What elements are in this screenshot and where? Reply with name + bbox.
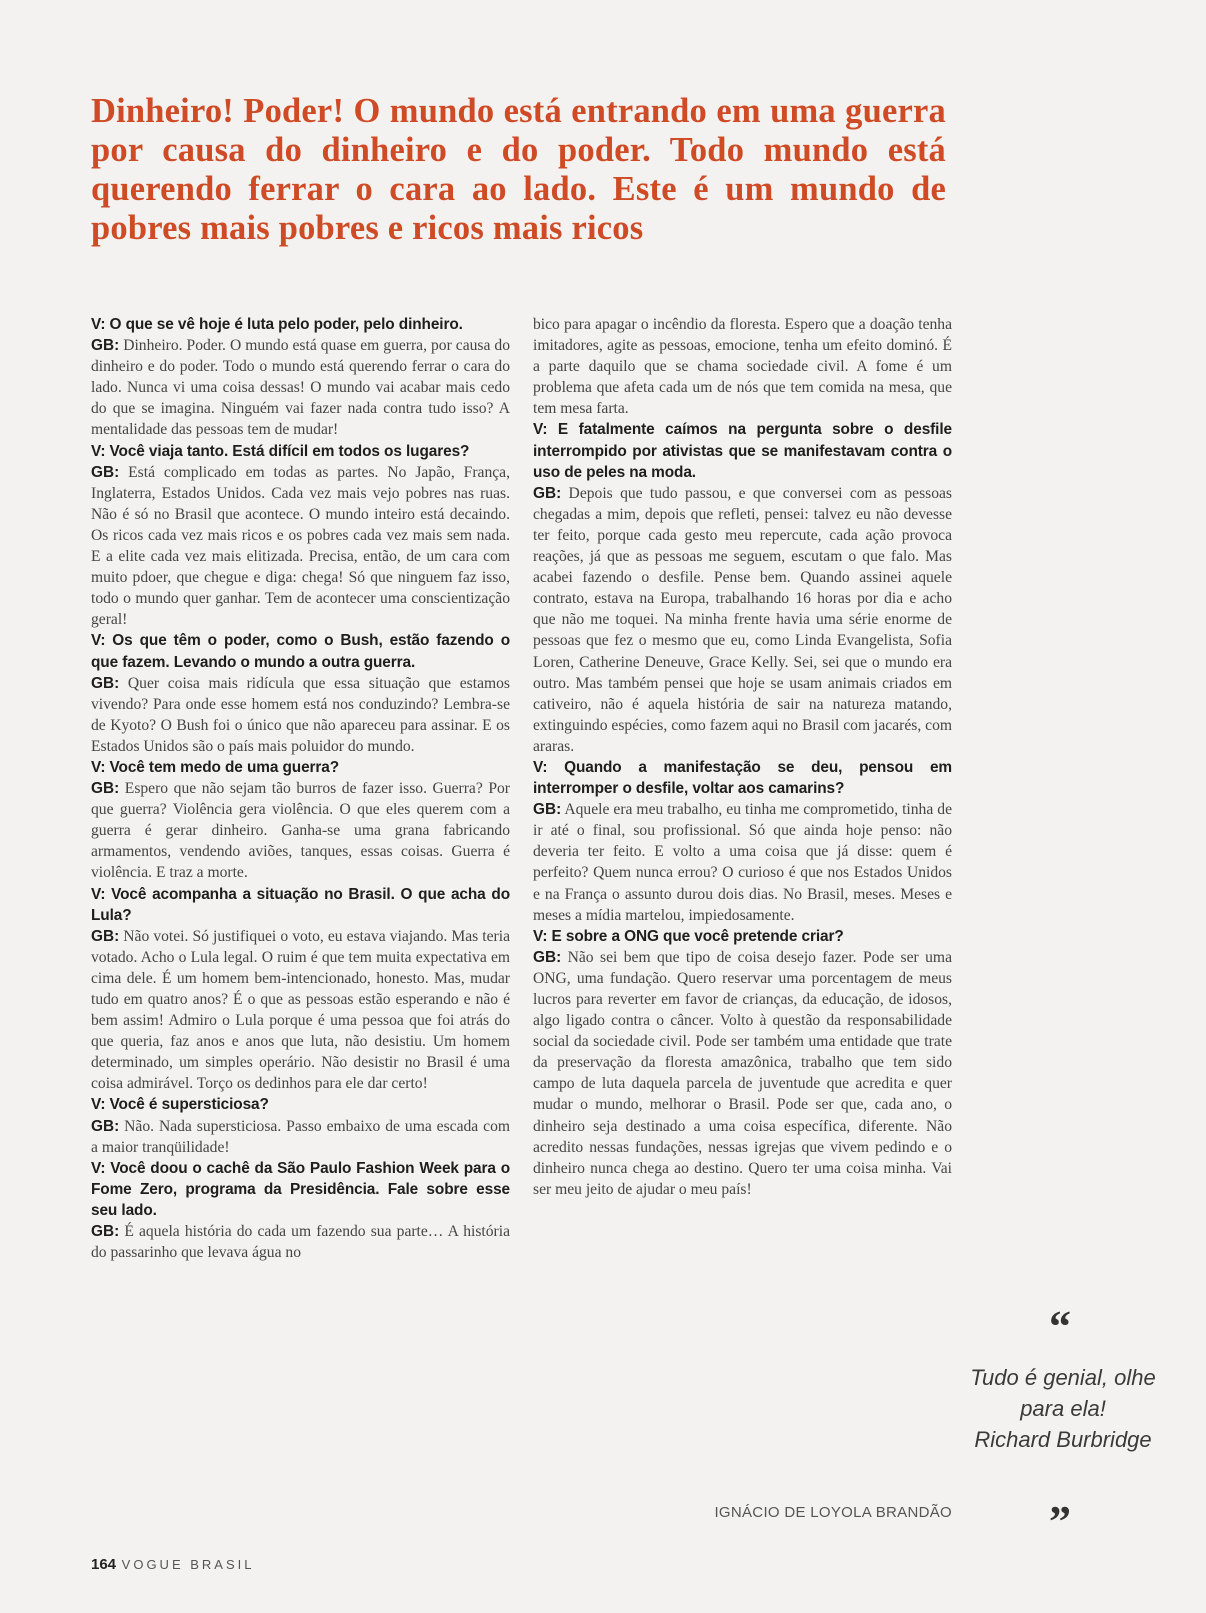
interview-answer <box>533 483 952 757</box>
answer-text: Aquele era meu trabalho, eu tinha me comprometido, tinha de ir até o final, sou profissional. Só que ainda hoje penso: não deveria ter feito. E volto a uma coisa que já disse: quem é perfeito? Quem nunca errou? O curioso é que nos Estados Unidos e na França o assunto durou dois dias. No Brasil, meses. Meses e meses a mídia martelou, impiedosamente. <box>533 801 952 924</box>
answer-speaker-label: GB: <box>533 484 562 502</box>
page-footer <box>91 1556 254 1573</box>
interview-answer <box>533 314 952 419</box>
interview-column-left <box>91 314 510 1263</box>
answer-text: Quer coisa mais ridícula que essa situação que estamos vivendo? Para onde esse homem está nos conduzindo? Lembra-se de Kyoto? O Bush foi o único que não apareceu para assinar. E os Estados Unidos são o país mais poluidor do mundo. <box>91 674 510 755</box>
side-quote-attribution: Richard Burbridge <box>974 1427 1152 1452</box>
answer-speaker-label: GB: <box>91 780 120 798</box>
answer-text: É aquela história do cada um fazendo sua parte… A história do passarinho que levava água no <box>91 1223 510 1262</box>
answer-speaker-label: GB: <box>533 801 562 819</box>
interview-question: V: E sobre a ONG que você pretende criar? <box>533 927 844 945</box>
side-quote-text: Tudo é genial, olhe para ela! <box>970 1365 1156 1421</box>
answer-text: Espero que não sejam tão burros de fazer isso. Guerra? Por que guerra? Violência gera violência. O que eles querem com a guerra é gerar dinheiro. Ganha-se uma grana fabricando armamentos, vendendo aviões, tanques, essas coisas. Guerra é violência. E traz a morte. <box>91 780 510 882</box>
interview-answer <box>91 673 510 757</box>
interview-question: V: Você é supersticiosa? <box>91 1096 269 1114</box>
interview-question: V: Você tem medo de uma guerra? <box>91 758 340 776</box>
answer-text: Dinheiro. Poder. O mundo está quase em guerra, por causa do dinheiro e do poder. Todo o mundo está querendo ferrar o cara do lado. Nunca vi uma coisa dessas! O mundo vai acabar mais cedo do que se imagina. Ninguém vai fazer nada contra tudo isso? A mentalidade das pessoas tem de mudar! <box>91 337 510 439</box>
interview-answer <box>533 947 952 1200</box>
answer-text: Não votei. Só justifiquei o voto, eu estava viajando. Mas teria votado. Acho o Lula legal. O ruim é que tem muita expectativa em cima dele. É um homem bem-intencionado, honesto. Mas, mudar tudo em quatro anos? É o que as pessoas estão esperando e não é bem assim! Admiro o Lula porque é uma pessoa que foi atrás do que queria, faz anos e anos que luta, não desistiu. Um homem determinado, um simples operário. Não desistir no Brasil é uma coisa admirável. Torço os dedinhos para ele dar certo! <box>91 927 510 1093</box>
side-quote <box>968 1362 1158 1455</box>
interview-answer <box>533 799 952 926</box>
author-byline: IGNÁCIO DE LOYOLA BRANDÃO <box>714 1504 952 1521</box>
answer-speaker-label: GB: <box>91 927 120 945</box>
interview-question: V: Você acompanha a situação no Brasil. O que acha do Lula? <box>91 885 510 924</box>
answer-speaker-label: GB: <box>91 674 120 692</box>
interview-answer <box>91 1221 510 1263</box>
open-quote-mark: “ <box>1049 1302 1071 1351</box>
close-quote-mark: ” <box>1049 1497 1071 1546</box>
pull-quote-headline: Dinheiro! Poder! O mundo está entrando em uma guerra por causa do dinheiro e do poder. Todo mundo está querendo ferrar o cara ao lado. Este é um mundo de pobres mais pobres e ricos mais ricos <box>91 92 946 247</box>
answer-speaker-label: GB: <box>91 1223 120 1241</box>
interview-answer <box>91 1116 510 1158</box>
interview-answer <box>91 926 510 1095</box>
answer-text: Depois que tudo passou, e que conversei com as pessoas chegadas a mim, depois que refleti, pensei: talvez eu não devesse ter feito, porque cada gesto meu repercute, cada ação provoca reações, já que as pessoas me seguem, escutam o que falo. Mas acabei fazendo o desfile. Pense bem. Quando assinei aquele contrato, estava na Europa, trabalhando 16 horas por dia e acho que não me toquei. Na minha frente havia uma série enorme de pessoas que fez o mesmo que eu, como Linda Evangelista, Sofia Loren, Catherine Deneuve, Grace Kelly. Sei, sei que o mundo era outro. Mas também pensei que hoje se usam animais criados em cativeiro, não é aquela história de sair na natureza matando, extinguindo espécies, como fazem aqui no Brasil com jacarés, com araras. <box>533 484 952 755</box>
answer-text: Não sei bem que tipo de coisa desejo fazer. Pode ser uma ONG, uma fundação. Quero reservar uma porcentagem de meus lucros para reverter em favor de crianças, da educação, de idosos, algo ligado contra o câncer. Volto à questão da responsabilidade social da sociedade civil. Pode ser também uma entidade que trate da preservação da floresta amazônica, trabalho que tem sido campo de luta daquela parcela de juventude que acredita e quer mudar o mundo, melhorar o Brasil. Pode ser que, cada ano, o dinheiro seja destinado a uma coisa específica, diferente. Não acredito nessas fundações, nessas igrejas que vivem pedindo e o dinheiro nunca chega ao destino. Quero ter uma coisa minha. Vai ser meu jeito de ajudar o meu país! <box>533 948 952 1198</box>
answer-speaker-label: GB: <box>91 463 120 481</box>
answer-text: Não. Nada supersticiosa. Passo embaixo de uma escada com a maior tranqüilidade! <box>91 1117 510 1156</box>
interview-column-right <box>533 314 952 1200</box>
answer-speaker-label: GB: <box>91 337 120 355</box>
interview-answer <box>91 335 510 440</box>
magazine-name: VOGUE BRASIL <box>121 1557 255 1572</box>
interview-answer <box>91 462 510 631</box>
answer-speaker-label: GB: <box>533 948 562 966</box>
interview-question: V: Quando a manifestação se deu, pensou em interromper o desfile, voltar aos camarins? <box>533 758 952 798</box>
answer-text: Está complicado em todas as partes. No Japão, França, Inglaterra, Estados Unidos. Cada vez mais vejo pobres nas ruas. Não é só no Brasil que acontece. O mundo inteiro está decaindo. Os ricos cada vez mais ricos e os pobres cada vez mais sem nada. E a elite cada vez mais elitizada. Precisa, então, de um cara com muito pdoer, que chegue e diga: chega! Só que ninguem faz isso, todo o mundo quer ganhar. Tem de acontecer uma conscientização geral! <box>91 463 510 629</box>
interview-question: V: Você doou o cachê da São Paulo Fashion Week para o Fome Zero, programa da Presidência. Fale sobre esse seu lado. <box>91 1159 510 1219</box>
interview-question: V: E fatalmente caímos na pergunta sobre o desfile interrompido por ativistas que se manifestavam contra o uso de peles na moda. <box>533 421 952 481</box>
page-number: 164 <box>91 1556 117 1573</box>
answer-text: bico para apagar o incêndio da floresta. Espero que a doação tenha imitadores, agite as pessoas, emocione, tenha um efeito dominó. É a parte daquilo que se chama sociedade civil. A fome é um problema que afeta cada um de nós que tem comida na mesa, que tem mesa farta. <box>533 316 952 418</box>
answer-speaker-label: GB: <box>91 1117 120 1135</box>
interview-question: V: Você viaja tanto. Está difícil em todos os lugares? <box>91 442 470 460</box>
interview-question: V: O que se vê hoje é luta pelo poder, pelo dinheiro. <box>91 316 463 333</box>
interview-question: V: Os que têm o poder, como o Bush, estão fazendo o que fazem. Levando o mundo a outra guerra. <box>91 632 510 671</box>
interview-answer <box>91 778 510 883</box>
